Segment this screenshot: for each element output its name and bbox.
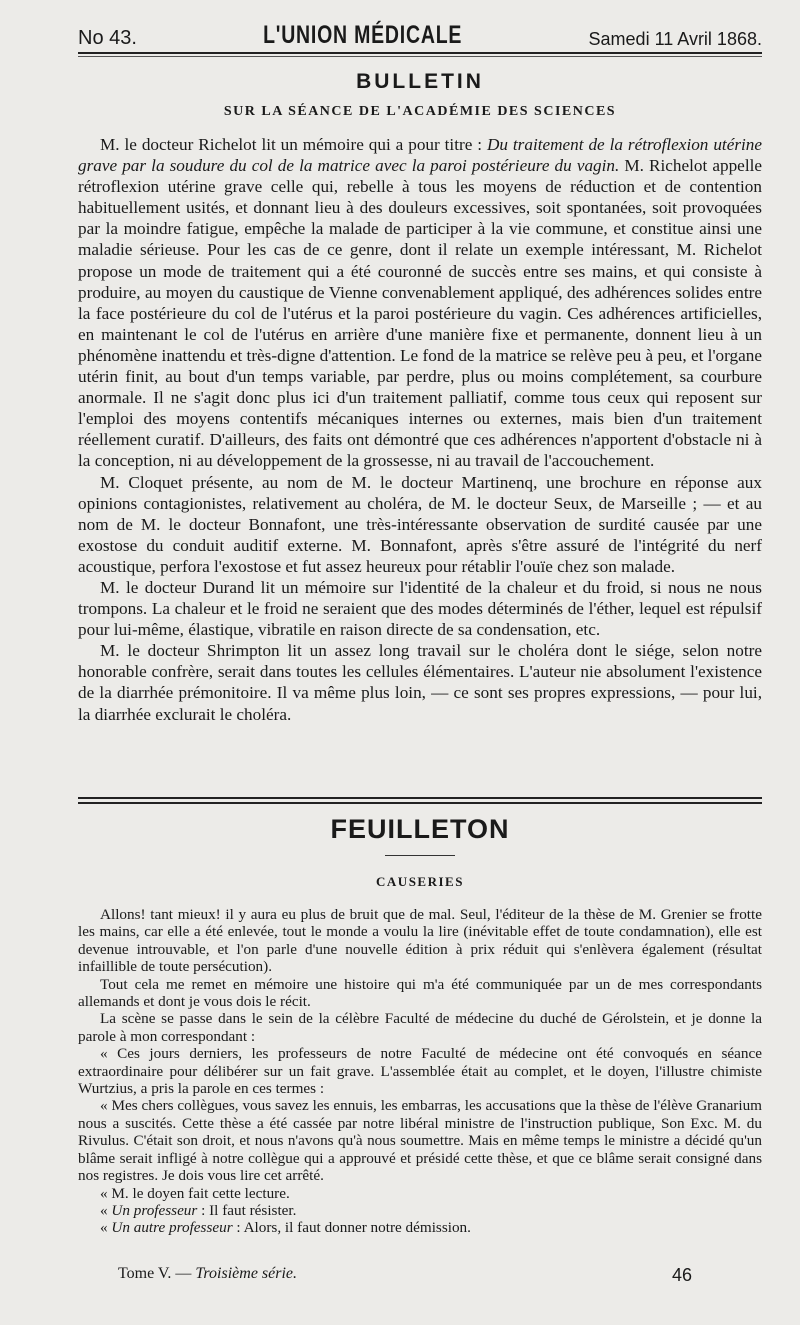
feuilleton-paragraph-1: Allons! tant mieux! il y aura eu plus de bruit que de mal. Seul, l'éditeur de la thèse de M. Grenier se frotte les mains, car elle a été enlevée, tout le monde a voulu la lire (inévitable effet de toute condamnation), elle est devenue introuvable, et l'on parle d'une nouvelle édition à prix réduit qui s'enlèvera également (résultat infaillible de toute persécution).	[78, 906, 762, 976]
feuilleton-rule	[78, 797, 762, 799]
feuilleton-paragraph-3: La scène se passe dans le sein de la célèbre Faculté de médecine du duché de Gérolstein, et je donne la parole à mon correspondant :	[78, 1010, 762, 1045]
journal-title: L'UNION MÉDICALE	[263, 21, 463, 49]
bulletin-section	[78, 70, 762, 725]
page-header	[78, 14, 762, 50]
feuilleton-rule-2	[78, 802, 762, 804]
issue-number: No 43.	[78, 27, 137, 49]
feuilleton-paragraph-8: « Un autre professeur : Alors, il faut donner notre démission.	[100, 1219, 471, 1237]
feuilleton-paragraph-6: « M. le doyen fait cette lecture.	[100, 1184, 290, 1202]
memoir-title: Du traitement de la rétroflexion utérine grave par la soudure du col de la matrice avec la paroi postérieure du vagin.	[78, 135, 763, 176]
header-rule-thin	[78, 56, 762, 57]
causeries-subtitle: CAUSERIES	[376, 874, 464, 889]
feuilleton-paragraph-2: Tout cela me remet en mémoire une histoire qui m'a été communiquée par un de mes correspondants allemands et dont je vous dois le récit.	[78, 975, 762, 1011]
bulletin-subtitle: SUR LA SÉANCE DE L'ACADÉMIE DES SCIENCES	[223, 104, 617, 119]
page-number: 46	[671, 1265, 692, 1285]
feuilleton-paragraph-5: « Mes chers collègues, vous savez les ennuis, les embarras, les accusations que la thèse de l'élève Granarium nous a suscités. Cette thèse a été cassée par notre libéral ministre de l'instruction publique, Son Exc. M. du Rivulus. C'était son droit, et nous n'avons qu'à nous soumettre. Mais en même temps le ministre a décidé qu'un blâme serait infligé à notre collègue qui a approuvé et présidé cette thèse, et que ce blâme serait consigné dans nos registres. Je dois vous lire cet arrêté.	[78, 1097, 762, 1185]
feuilleton-paragraph-4: « Ces jours derniers, les professeurs de notre Faculté de médecine ont été convoqués en séance extraordinaire pour délibérer sur un fait grave. L'assemblée était au complet, et le doyen, l'illustre chimiste Wurtzius, a pris la parole en ces termes :	[78, 1045, 762, 1098]
issue-date: Samedi 11 Avril 1868.	[588, 29, 762, 49]
feuilleton-title: FEUILLETON	[330, 814, 510, 844]
feuilleton-section	[78, 814, 762, 1237]
header-rule	[78, 52, 762, 54]
bulletin-title: BULLETIN	[356, 70, 484, 93]
bulletin-paragraph-1: M. le docteur Richelot lit un mémoire qui a pour titre : Du traitement de la rétroflexion utérine grave par la soudure du col de la matrice avec la paroi postérieure du vagin. M. Richelot appelle rétroflexion utérine grave celle qui, rebelle à tous les moyens de réduction et de contention habituellement usités, et donnant lieu à des douleurs excessives, soit spontanées, soit provoquées par la moindre fatigue, empêche la malade de participer à la vie commune, et constitue ainsi une maladie sérieuse. Pour les cas de ce genre, dont il relate un exemple intéressant, M. Richelot propose un mode de traitement qui a été couronné de succès entre ses mains, et qui consiste à produire, au moyen du caustique de Vienne convenablement appliqué, des adhérences solides entre la face postérieure du col de l'utérus et la paroi postérieure du vagin. Ces adhérences artificielles, en maintenant le col de l'utérus en arrière d'une manière fixe et permanente, donnent lieu à un phénomène inattendu et très-digne d'attention. Le fond de la matrice se relève peu à peu, et l'organe utérin finit, au bout d'un temps variable, par perdre, plus ou moins complétement, sa courbure anormale. Il ne s'agit donc plus ici d'un traitement palliatif, comme tous ceux qui reposent sur l'emploi des moyens contentifs mécaniques internes ou externes, mais bien d'un traitement réellement curatif. D'ailleurs, des faits ont démontré que ces adhérences n'apportent d'obstacle ni à la conception, ni au développement de la grossesse, ni au travail de l'accouchement.	[78, 135, 763, 471]
bulletin-paragraph-4: M. le docteur Shrimpton lit un assez long travail sur le choléra dont le siége, selon notre honorable confrère, serait dans toutes les cellules élémentaires. L'auteur nie absolument l'existence de la diarrhée prémonitoire. Il va même plus loin, — ce sont ses propres expressions, — pour lui, la diarrhée exclurait le choléra.	[78, 641, 762, 724]
bulletin-paragraph-2: M. Cloquet présente, au nom de M. le docteur Martinenq, une brochure en réponse aux opinions contagionistes, relativement au choléra, de M. le docteur Seux, de Marseille ; — et au nom de M. le docteur Bonnafont, une très-intéressante observation de surdité causée par une exostose du conduit auditif externe. M. Bonnafont, après s'être assuré de l'intégrité du nerf acoustique, perfora l'exostose et fut assez heureux pour rétablir l'ouïe chez son malade.	[78, 472, 762, 576]
feuilleton-paragraph-7: « Un professeur : Il faut résister.	[100, 1201, 297, 1219]
volume-info: Tome V. — Troisième série.	[118, 1265, 298, 1282]
page-footer	[118, 1265, 692, 1286]
bulletin-paragraph-3: M. le docteur Durand lit un mémoire sur l'identité de la chaleur et du froid, si nous ne nous trompons. La chaleur et le froid ne seraient que des modes déterminés de l'éther, lequel est répulsif pour lui-même, élastique, vibratile en raison directe de sa condensation, etc.	[78, 577, 762, 640]
